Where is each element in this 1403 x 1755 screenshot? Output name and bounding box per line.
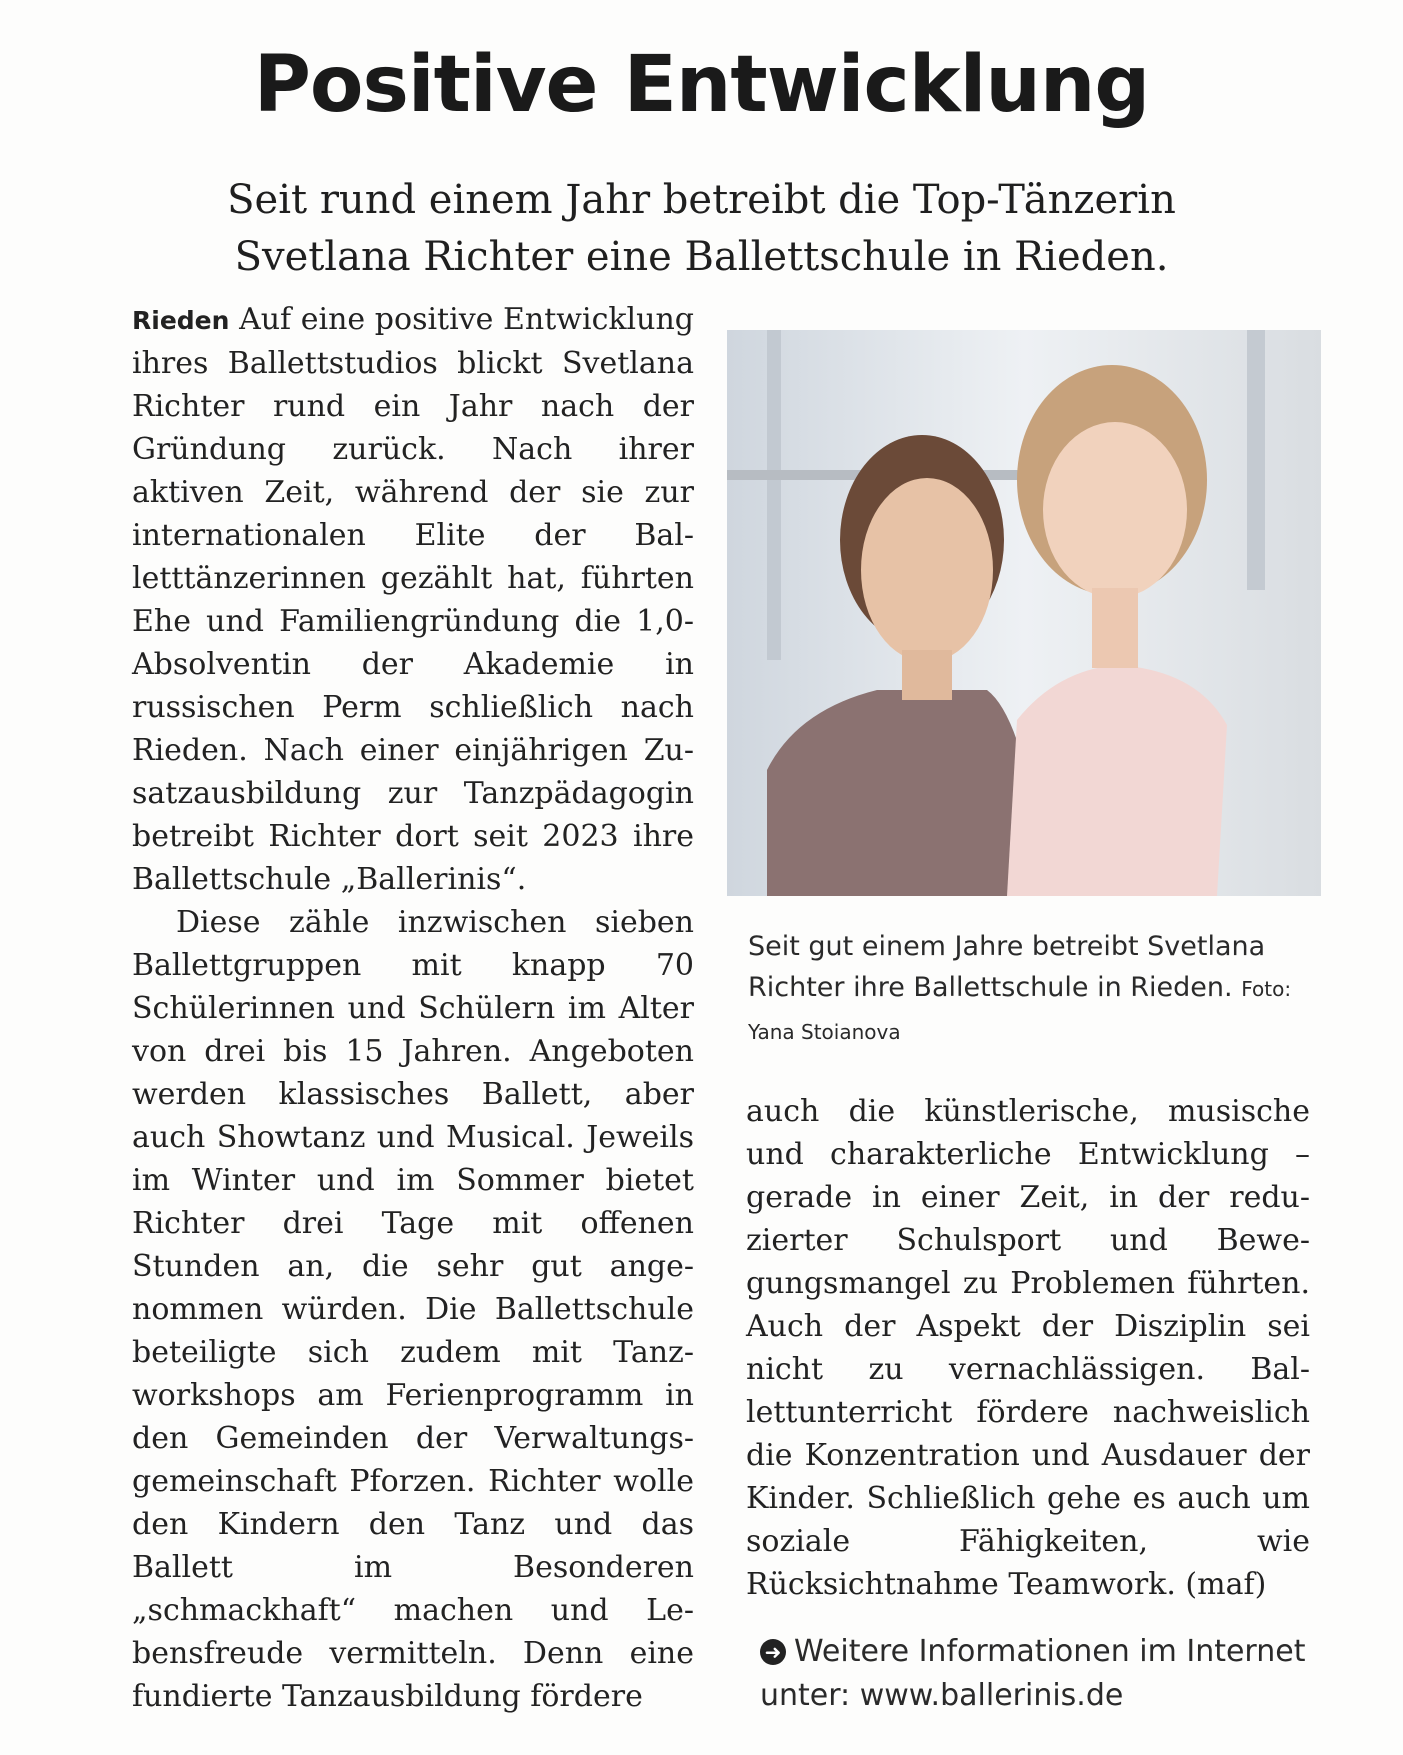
subheadline-line-2: Svetlana Richter eine Ballettschule in Rieden. [234,234,1169,280]
caption-text: Seit gut einem Jahre betreibt Svetlana Richter ihre Ballettschule in Rieden. [748,931,1266,1003]
article-photo [727,330,1321,896]
article-column-right [746,1090,1310,1606]
subheadline [120,172,1283,286]
subheadline-line-1: Seit rund einem Jahr betreibt die Top-Tänzerin [227,177,1176,223]
article-paragraph-1 [132,298,694,901]
info-text: Weitere Informationen im Internet unter: [760,1634,1306,1713]
arrow-right-circle-icon: ➜ [760,1639,786,1665]
headline: Positive Entwicklung [253,40,1150,130]
paragraph-1-text: Auf eine positive Entwicklung ihres Ballettstudios blickt Svetlana Richter rund ein Jahr nach der Gründung zurück. Nach ihrer aktiven Zeit, während der sie zur internationalen Elite der Balletttänzerinnen gezählt hat, führten Ehe und Familiengründung die 1,0-Absolventin der Akademie in russischen Perm schließlich nach Rieden. Nach einer einjährigen Zusatzausbildung zur Tanzpädagogin betreibt Richter dort seit 2023 ihre Ballettschule „Ballerinis“. [132,302,694,897]
article-paragraph-3: auch die künstlerische, musische und charakterliche Entwicklung – gerade in einer Zeit, in der reduzierter Schulsport und Bewegungsmangel zu Problemen führten. Auch der Aspekt der Disziplin sei nicht zu vernachlässigen. Ballettunterricht fördere nachweislich die Konzentration und Ausdauer der Kinder. Schließlich gehe es auch um soziale Fähigkeiten, wie Rücksichtnahme Teamwork. (maf) [746,1094,1310,1602]
photo-caption [748,926,1318,1053]
website-link[interactable]: www.ballerinis.de [859,1678,1124,1713]
info-box [760,1630,1340,1718]
dateline: Rieden [132,306,230,335]
article-column-left [132,298,694,1718]
photo-credit: Foto: Yana Stoianova [748,977,1292,1044]
photo-illustration [727,330,1321,896]
article-paragraph-2: Diese zähle inzwischen sieben Ballettgruppen mit knapp 70 Schülerinnen und Schülern im Alter von drei bis 15 Jahren. Angeboten werden klassisches Ballett, aber auch Showtanz und Musical. Jeweils im Winter und im Sommer bietet Richter drei Tage mit offenen Stunden an, die sehr gut angenommen würden. Die Ballettschule beteiligte sich zudem mit Tanzworkshops am Ferienprogramm in den Gemeinden der Verwaltungsgemeinschaft Pforzen. Richter wolle den Kindern den Tanz und das Ballett im Besonderen „schmackhaft“ machen und Lebensfreude vermitteln. Denn eine fundierte Tanzausbildung fördere [132,905,694,1714]
